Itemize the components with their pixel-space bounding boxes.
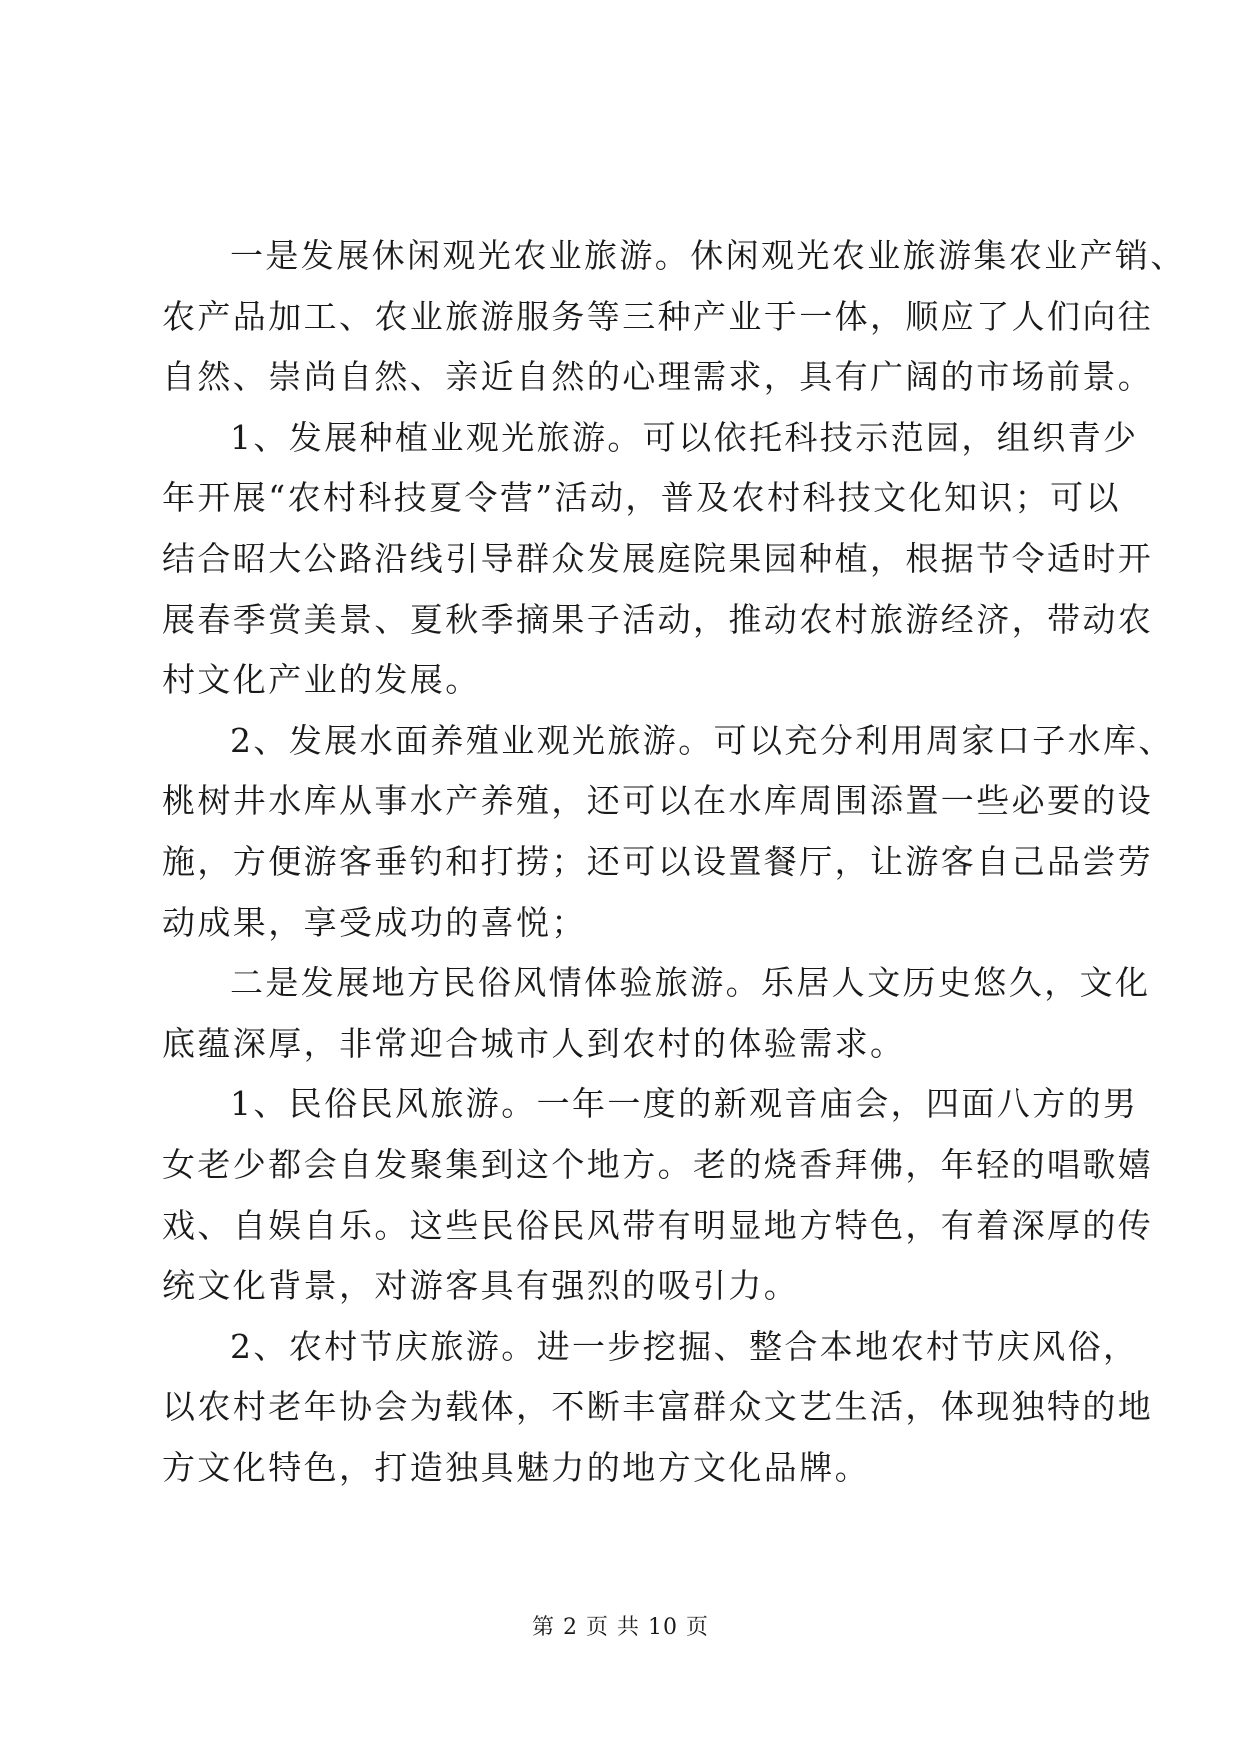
paragraph-line: 村文化产业的发展。 bbox=[162, 660, 481, 700]
paragraph-line: 以农村老年协会为载体，不断丰富群众文艺生活，体现独特的地 bbox=[162, 1387, 1154, 1427]
paragraph-line: 2、发展水面养殖业观光旅游。可以充分利用周家口子水库、 bbox=[230, 720, 1174, 760]
paragraph-line: 戏、自娱自乐。这些民俗民风带有明显地方特色，有着深厚的传 bbox=[162, 1205, 1154, 1245]
paragraph-line: 施，方便游客垂钓和打捞；还可以设置餐厅，让游客自己品尝劳 bbox=[162, 841, 1154, 881]
paragraph-line: 1、发展种植业观光旅游。可以依托科技示范园，组织青少 bbox=[230, 417, 1139, 457]
page-number-footer: 第 2 页 共 10 页 bbox=[532, 1615, 709, 1640]
document-body bbox=[162, 226, 1186, 1498]
paragraph-line: 一是发展休闲观光农业旅游。休闲观光农业旅游集农业产销、 bbox=[230, 236, 1186, 275]
paragraph-line: 农产品加工、农业旅游服务等三种产业于一体，顺应了人们向往 bbox=[162, 296, 1154, 336]
paragraph-line: 统文化背景，对游客具有强烈的吸引力。 bbox=[162, 1266, 800, 1306]
paragraph-line: 方文化特色，打造独具魅力的地方文化品牌。 bbox=[162, 1447, 870, 1487]
paragraph-line: 自然、崇尚自然、亲近自然的心理需求，具有广阔的市场前景。 bbox=[162, 357, 1154, 397]
paragraph-line: 女老少都会自发聚集到这个地方。老的烧香拜佛，年轻的唱歌嬉 bbox=[162, 1144, 1154, 1184]
paragraph-line: 桃树井水库从事水产养殖，还可以在水库周围添置一些必要的设 bbox=[162, 781, 1154, 821]
paragraph-line: 展春季赏美景、夏秋季摘果子活动，推动农村旅游经济，带动农 bbox=[162, 599, 1154, 639]
paragraph-line: 结合昭大公路沿线引导群众发展庭院果园种植，根据节令适时开 bbox=[162, 538, 1154, 578]
paragraph-line: 底蕴深厚，非常迎合城市人到农村的体验需求。 bbox=[162, 1023, 906, 1063]
paragraph-line: 年开展“农村科技夏令营”活动，普及农村科技文化知识；可以 bbox=[162, 478, 1121, 518]
paragraph-line: 2、农村节庆旅游。进一步挖掘、整合本地农村节庆风俗， bbox=[230, 1326, 1139, 1366]
paragraph-line: 动成果，享受成功的喜悦； bbox=[162, 902, 587, 942]
paragraph-line: 1、民俗民风旅游。一年一度的新观音庙会，四面八方的男 bbox=[230, 1084, 1139, 1124]
paragraph-line: 二是发展地方民俗风情体验旅游。乐居人文历史悠久，文化 bbox=[230, 963, 1151, 1003]
